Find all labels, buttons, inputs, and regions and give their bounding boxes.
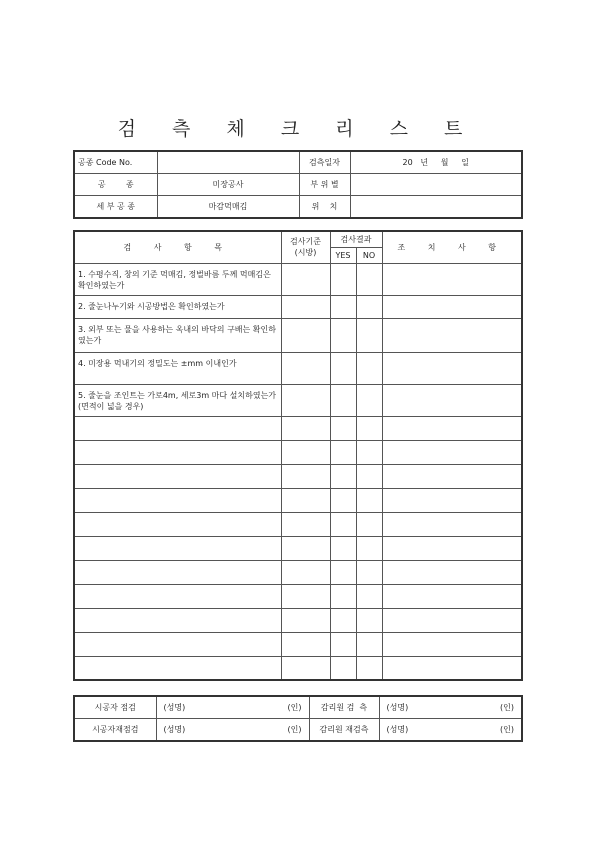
criteria-cell[interactable] (281, 384, 330, 416)
item-cell[interactable] (74, 512, 281, 536)
header-no: NO (356, 247, 382, 263)
criteria-cell[interactable] (281, 656, 330, 680)
yes-cell[interactable] (330, 656, 356, 680)
yes-cell[interactable] (330, 608, 356, 632)
checklist-item-text: 4. 미장용 먹내기의 정밀도는 ±mm 이내인가 (74, 352, 281, 384)
yes-cell[interactable] (330, 352, 356, 384)
yes-cell[interactable] (330, 512, 356, 536)
no-cell[interactable] (356, 318, 382, 352)
action-cell[interactable] (382, 632, 522, 656)
name-label: (성명) (163, 703, 186, 712)
action-cell[interactable] (382, 263, 522, 295)
checklist-row (74, 352, 522, 384)
criteria-cell[interactable] (281, 536, 330, 560)
item-cell[interactable] (74, 584, 281, 608)
name-label: (성명) (386, 725, 409, 734)
page-title: 검 측 체 크 리 스 트 (117, 118, 478, 140)
seal-label: (인) (500, 725, 514, 734)
yes-cell[interactable] (330, 263, 356, 295)
checklist-row (74, 295, 522, 318)
no-cell[interactable] (356, 464, 382, 488)
seal-label: (인) (500, 703, 514, 712)
criteria-cell[interactable] (281, 608, 330, 632)
no-cell[interactable] (356, 263, 382, 295)
yes-cell[interactable] (330, 318, 356, 352)
criteria-cell[interactable] (281, 263, 330, 295)
no-cell[interactable] (356, 608, 382, 632)
item-cell[interactable] (74, 488, 281, 512)
yes-cell[interactable] (330, 295, 356, 318)
item-cell[interactable] (74, 656, 281, 680)
header-item: 검 사 항 목 (74, 231, 281, 263)
checklist-empty-row (74, 656, 522, 680)
header-yes: YES (330, 247, 356, 263)
checklist-empty-row (74, 608, 522, 632)
action-cell[interactable] (382, 608, 522, 632)
checklist-empty-row (74, 464, 522, 488)
yes-cell[interactable] (330, 384, 356, 416)
criteria-cell[interactable] (281, 584, 330, 608)
action-cell[interactable] (382, 318, 522, 352)
yes-cell[interactable] (330, 464, 356, 488)
yes-cell[interactable] (330, 584, 356, 608)
action-cell[interactable] (382, 384, 522, 416)
item-cell[interactable] (74, 632, 281, 656)
checklist-item-text: 5. 줄눈을 조인트는 가로4m, 세로3m 마다 설치하였는가(면적이 넓을 경우) (74, 384, 281, 416)
checklist-row (74, 318, 522, 352)
no-cell[interactable] (356, 416, 382, 440)
info-table (73, 150, 523, 219)
yes-cell[interactable] (330, 560, 356, 584)
action-cell[interactable] (382, 295, 522, 318)
checklist-row (74, 384, 522, 416)
action-cell[interactable] (382, 488, 522, 512)
part-field[interactable] (350, 174, 522, 196)
checklist-table (73, 230, 523, 681)
no-cell[interactable] (356, 656, 382, 680)
no-cell[interactable] (356, 488, 382, 512)
checklist-empty-row (74, 584, 522, 608)
checklist-body (74, 263, 522, 680)
item-cell[interactable] (74, 464, 281, 488)
action-cell[interactable] (382, 352, 522, 384)
no-cell[interactable] (356, 440, 382, 464)
checklist-empty-row (74, 488, 522, 512)
criteria-cell[interactable] (281, 318, 330, 352)
yes-cell[interactable] (330, 440, 356, 464)
criteria-cell[interactable] (281, 464, 330, 488)
checklist-item-text: 1. 수평수직, 창의 기준 먹매김, 정벌바름 두께 먹매김은 확인하였는가 (74, 263, 281, 295)
no-cell[interactable] (356, 536, 382, 560)
name-label: (성명) (386, 703, 409, 712)
criteria-cell[interactable] (281, 488, 330, 512)
criteria-cell[interactable] (281, 512, 330, 536)
checklist-row (74, 263, 522, 295)
no-cell[interactable] (356, 512, 382, 536)
checklist-item-text: 3. 외부 또는 물을 사용하는 옥내의 바닥의 구배는 확인하였는가 (74, 318, 281, 352)
item-cell[interactable] (74, 560, 281, 584)
header-criteria: 검사기준 (시방) (281, 231, 330, 263)
action-cell[interactable] (382, 464, 522, 488)
item-cell[interactable] (74, 440, 281, 464)
action-cell[interactable] (382, 440, 522, 464)
sig-left-field[interactable] (156, 719, 309, 742)
no-cell[interactable] (356, 384, 382, 416)
date-label: 검측일자 (299, 151, 350, 174)
yes-cell[interactable] (330, 488, 356, 512)
detail-field[interactable]: 마감먹매김 (157, 196, 299, 219)
criteria-cell[interactable] (281, 295, 330, 318)
detail-label: 세 부 공 종 (74, 196, 157, 219)
item-cell[interactable] (74, 416, 281, 440)
code-label: 공종 Code No. (74, 151, 157, 174)
location-field[interactable] (350, 196, 522, 219)
signature-table (73, 695, 523, 742)
item-cell[interactable] (74, 536, 281, 560)
sig-right-label: 감리원 검 측 (309, 696, 379, 719)
header-result: 검사결과 (330, 231, 382, 247)
action-cell[interactable] (382, 416, 522, 440)
work-field[interactable]: 미장공사 (157, 174, 299, 196)
sig-right-label: 감리원 재검측 (309, 719, 379, 742)
work-label: 공 종 (74, 174, 157, 196)
name-label: (성명) (163, 725, 186, 734)
part-label: 부 위 별 (299, 174, 350, 196)
sig-left-label: 시공자재점검 (74, 719, 156, 742)
action-cell[interactable] (382, 560, 522, 584)
header-action: 조 치 사 항 (382, 231, 522, 263)
sig-left-label: 시공자 점검 (74, 696, 156, 719)
no-cell[interactable] (356, 352, 382, 384)
action-cell[interactable] (382, 584, 522, 608)
criteria-cell[interactable] (281, 440, 330, 464)
checklist-empty-row (74, 632, 522, 656)
seal-label: (인) (287, 703, 302, 712)
seal-label: (인) (287, 725, 302, 734)
criteria-cell[interactable] (281, 352, 330, 384)
item-cell[interactable] (74, 608, 281, 632)
date-field[interactable]: 20 년 월 일 (350, 151, 522, 174)
no-cell[interactable] (356, 632, 382, 656)
sig-left-field[interactable] (156, 696, 309, 719)
sig-right-field[interactable] (379, 696, 522, 719)
criteria-cell[interactable] (281, 416, 330, 440)
checklist-empty-row (74, 536, 522, 560)
location-label: 위 치 (299, 196, 350, 219)
no-cell[interactable] (356, 560, 382, 584)
action-cell[interactable] (382, 536, 522, 560)
action-cell[interactable] (382, 512, 522, 536)
no-cell[interactable] (356, 584, 382, 608)
criteria-cell[interactable] (281, 632, 330, 656)
yes-cell[interactable] (330, 536, 356, 560)
no-cell[interactable] (356, 295, 382, 318)
checklist-empty-row (74, 560, 522, 584)
yes-cell[interactable] (330, 632, 356, 656)
code-field[interactable] (157, 151, 299, 174)
checklist-empty-row (74, 416, 522, 440)
action-cell[interactable] (382, 656, 522, 680)
sig-right-field[interactable] (379, 719, 522, 742)
yes-cell[interactable] (330, 416, 356, 440)
criteria-cell[interactable] (281, 560, 330, 584)
checklist-empty-row (74, 440, 522, 464)
checklist-empty-row (74, 512, 522, 536)
checklist-item-text: 2. 줄눈나누기와 시공방법은 확인하였는가 (74, 295, 281, 318)
